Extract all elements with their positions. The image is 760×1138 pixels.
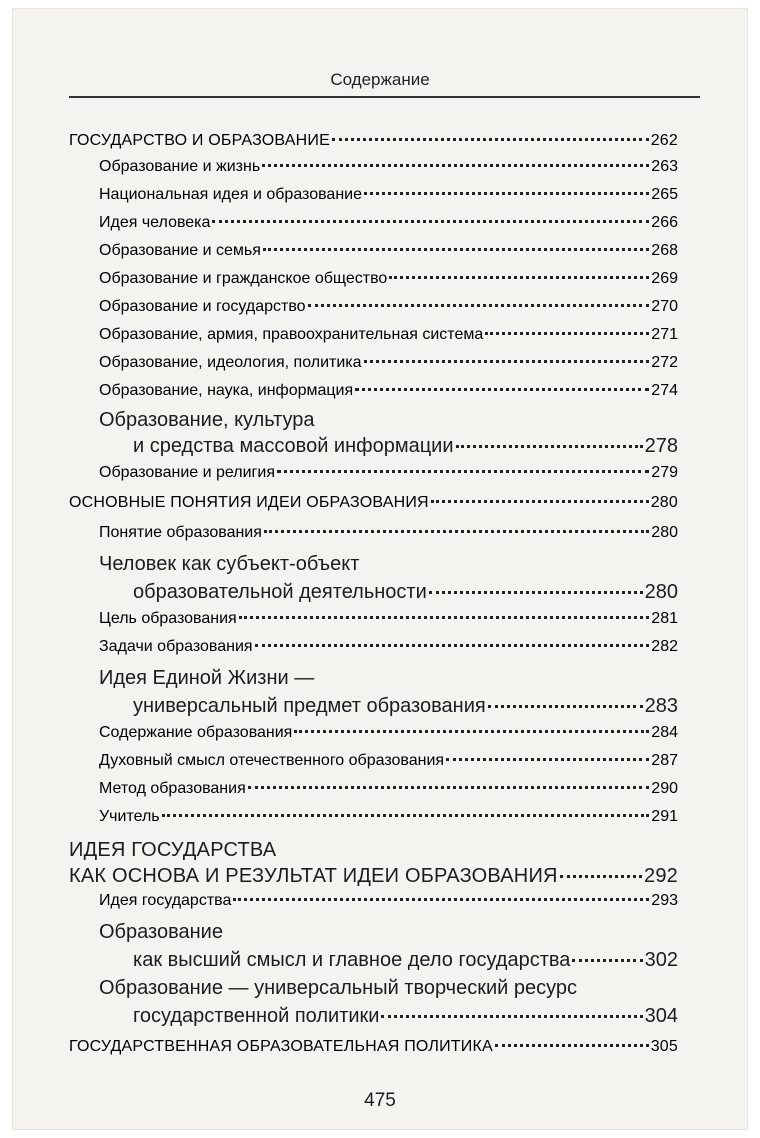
leader-dots (389, 274, 649, 279)
toc-entry-label: Содержание образования (99, 724, 293, 741)
leader-dots (488, 703, 643, 708)
toc-entry-label: Понятие образования (99, 524, 262, 541)
toc-entry-label: Образование, идеология, политика (99, 354, 362, 371)
toc-entry-label: Цель образования (99, 610, 237, 627)
leader-dots (162, 812, 650, 817)
toc-entry[interactable] (99, 610, 678, 628)
toc-entry-label-line1: Образование — универсальный творческий ресурс (99, 977, 578, 999)
toc-entry-label: Образование и гражданское общество (99, 270, 388, 287)
leader-dots (264, 528, 649, 533)
leader-dots (308, 302, 650, 307)
leader-dots (355, 386, 649, 391)
toc-entry[interactable] (99, 780, 678, 798)
leader-dots (255, 642, 650, 647)
toc-entry-label: Учитель (99, 808, 160, 825)
leader-dots (456, 443, 643, 448)
page-number: 475 (364, 1090, 396, 1111)
toc-entry-row (69, 864, 678, 888)
leader-dots (495, 1042, 649, 1047)
leader-dots (248, 784, 650, 789)
toc-entry-label: и средства массовой информации (133, 435, 454, 457)
leader-dots (263, 246, 649, 251)
toc-entry-label: Образование, наука, информация (99, 382, 354, 399)
toc-entry[interactable] (99, 524, 678, 542)
toc-entry-page: 272 (651, 354, 678, 371)
toc-entry-label: Национальная идея и образование (99, 186, 362, 203)
leader-dots (446, 756, 649, 761)
toc-entry-label-line1: Идея Единой Жизни — (99, 667, 315, 689)
toc-entry-row (133, 434, 678, 458)
toc-entry-page: 271 (651, 326, 678, 343)
toc-entry-page: 282 (651, 638, 678, 655)
toc-entry-page: 291 (651, 808, 678, 825)
toc-entry-page: 304 (644, 1005, 678, 1027)
book-page (12, 8, 748, 1130)
toc-entry-page: 287 (651, 752, 678, 769)
leader-dots (364, 190, 649, 195)
toc-entry[interactable] (99, 382, 678, 400)
toc-entry-page: 281 (651, 610, 678, 627)
toc-entry[interactable] (99, 892, 678, 910)
toc-entry-page: 274 (651, 382, 678, 399)
toc-entry[interactable] (99, 354, 678, 372)
table-of-contents (12, 8, 748, 1130)
toc-entry-label-line1: ИДЕЯ ГОСУДАРСТВА (69, 839, 277, 861)
toc-section-entry[interactable] (69, 494, 678, 512)
toc-entry[interactable] (99, 752, 678, 770)
leader-dots (364, 358, 650, 363)
toc-entry-label: Идея государства (99, 892, 232, 909)
toc-entry-label: государственной политики (133, 1005, 380, 1027)
toc-entry[interactable] (99, 214, 678, 232)
toc-entry-page: 278 (644, 435, 678, 457)
toc-entry-page: 284 (651, 724, 678, 741)
toc-entry-label: универсальный предмет образования (133, 695, 486, 717)
toc-entry[interactable] (99, 242, 678, 260)
toc-entry-page: 280 (651, 524, 678, 541)
toc-entry-label-line1: Образование, культура (99, 409, 315, 431)
leader-dots (239, 614, 650, 619)
toc-entry-label: ОСНОВНЫЕ ПОНЯТИЯ ИДЕИ ОБРАЗОВАНИЯ (69, 494, 429, 511)
toc-entry-label: образовательной деятельности (133, 581, 427, 603)
toc-entry-page: 280 (644, 581, 678, 603)
toc-entry-label: Задачи образования (99, 638, 253, 655)
toc-entry-label: как высший смысл и главное дело государства (133, 949, 571, 971)
leader-dots (277, 468, 649, 473)
toc-entry-label: Духовный смысл отечественного образования (99, 752, 445, 769)
leader-dots (572, 957, 642, 962)
toc-entry-label-line1: Образование (99, 921, 223, 943)
toc-entry-page: 263 (651, 158, 678, 175)
toc-entry-row (133, 580, 678, 604)
toc-entry-row (133, 1004, 678, 1028)
toc-entry-label: ГОСУДАРСТВО И ОБРАЗОВАНИЕ (69, 132, 330, 149)
leader-dots (262, 162, 649, 167)
toc-entry-page: 266 (651, 214, 678, 231)
toc-entry-page: 293 (651, 892, 678, 909)
leader-dots (212, 218, 649, 223)
toc-entry-page: 302 (644, 949, 678, 971)
toc-entry-label: Образование, армия, правоохранительная система (99, 326, 484, 343)
toc-entry-page: 280 (650, 494, 678, 511)
leader-dots (560, 873, 642, 878)
toc-entry-row (133, 948, 678, 972)
toc-entry-label: КАК ОСНОВА И РЕЗУЛЬТАТ ИДЕИ ОБРАЗОВАНИЯ (69, 865, 558, 887)
toc-entry-label: ГОСУДАРСТВЕННАЯ ОБРАЗОВАТЕЛЬНАЯ ПОЛИТИКА (69, 1038, 493, 1055)
toc-entry-label: Образование и религия (99, 464, 275, 481)
toc-entry[interactable] (99, 158, 678, 176)
toc-entry[interactable] (99, 298, 678, 316)
toc-entry-page: 283 (644, 695, 678, 717)
toc-entry[interactable] (99, 464, 678, 482)
leader-dots (332, 136, 649, 141)
toc-section-entry[interactable] (69, 132, 678, 150)
leader-dots (429, 589, 643, 594)
toc-entry-label: Идея человека (99, 214, 211, 231)
leader-dots (233, 896, 649, 901)
toc-entry-page: 292 (644, 865, 678, 887)
toc-entry-page: 290 (651, 780, 678, 797)
toc-entry-page: 305 (650, 1038, 678, 1055)
leader-dots (485, 330, 649, 335)
leader-dots (381, 1013, 642, 1018)
toc-entry-label: Образование и семья (99, 242, 261, 259)
toc-entry-label: Образование и государство (99, 298, 306, 315)
toc-entry-row (133, 694, 678, 718)
toc-entry-page: 268 (651, 242, 678, 259)
toc-entry-label-line1: Человек как субъект-объект (99, 553, 360, 575)
toc-entry[interactable] (99, 724, 678, 742)
toc-entry-page: 262 (650, 132, 678, 149)
toc-entry[interactable] (99, 638, 678, 656)
toc-entry-label: Образование и жизнь (99, 158, 261, 175)
toc-entry[interactable] (99, 326, 678, 344)
toc-entry-page: 265 (651, 186, 678, 203)
leader-dots (294, 728, 649, 733)
toc-section-entry[interactable] (69, 1038, 678, 1056)
toc-entry[interactable] (99, 270, 678, 288)
running-header: Содержание (330, 70, 430, 89)
toc-entry-page: 279 (651, 464, 678, 481)
leader-dots (431, 498, 649, 503)
toc-entry-label: Метод образования (99, 780, 246, 797)
toc-entry[interactable] (99, 808, 678, 826)
toc-entry-page: 269 (651, 270, 678, 287)
toc-entry[interactable] (99, 186, 678, 204)
toc-entry-page: 270 (651, 298, 678, 315)
